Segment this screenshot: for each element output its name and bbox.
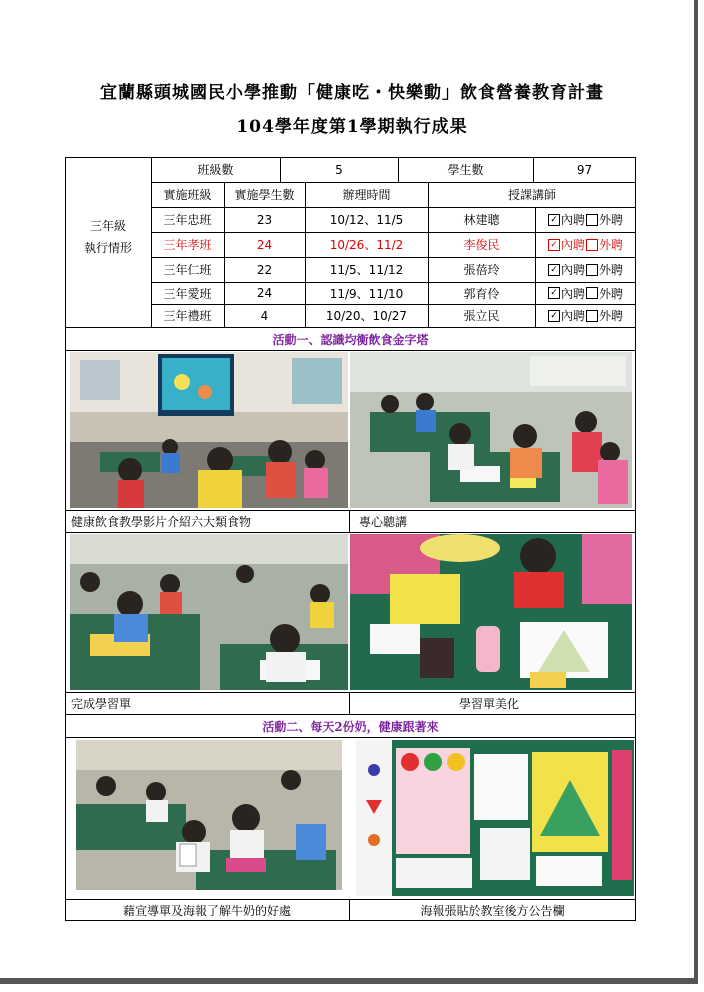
internal-label: 內聘 <box>560 213 585 227</box>
row-students: 22 <box>256 262 273 277</box>
row-time: 10/12、11/5 <box>329 213 404 227</box>
row-teacher: 李俊民 <box>463 238 500 252</box>
photo-worksheet-decorating <box>350 534 632 690</box>
header-students: 實施學生數 <box>234 188 295 202</box>
class-count-value: 5 <box>335 162 343 177</box>
row-hire-type <box>535 304 636 327</box>
student-count-value: 97 <box>576 162 593 177</box>
class-count-label: 班級數 <box>197 163 234 177</box>
internal-label: 內聘 <box>560 286 585 301</box>
caption-worksheet: 完成學習單 <box>71 696 132 711</box>
row-students: 23 <box>256 212 273 227</box>
row-students: 24 <box>256 237 273 252</box>
internal-label: 內聘 <box>560 309 585 323</box>
checked-box-icon[interactable]: ✓ <box>548 287 560 299</box>
row-teacher: 郭育伶 <box>463 286 500 301</box>
caption-milk-flyer: 藉宣導單及海報了解牛奶的好處 <box>122 903 291 918</box>
external-label: 外聘 <box>599 286 624 301</box>
row-students: 24 <box>256 286 273 300</box>
checked-box-icon[interactable]: ✓ <box>548 310 560 322</box>
internal-label: 內聘 <box>560 263 585 277</box>
empty-box-icon[interactable] <box>586 264 598 276</box>
caption-poster-board: 海報張貼於教室後方公告欄 <box>420 903 565 918</box>
activity2-title: 活動二、每天2份奶，健康跟著來 <box>262 719 439 734</box>
photo-worksheet <box>70 534 348 690</box>
header-class: 實施班級 <box>163 188 212 202</box>
empty-box-icon[interactable] <box>586 239 598 251</box>
external-label: 外聘 <box>599 263 624 277</box>
row-class: 三年愛班 <box>163 286 212 301</box>
row-hire-type <box>535 282 636 304</box>
photo-milk-flyer <box>76 740 342 890</box>
row-class: 三年忠班 <box>163 213 212 227</box>
checked-box-icon[interactable]: ✓ <box>548 239 560 251</box>
grade-label-line2: 執行情形 <box>83 241 132 255</box>
grade-label <box>65 207 151 267</box>
row-time: 11/9、11/10 <box>329 286 404 301</box>
photo-poster-board <box>356 740 634 896</box>
caption-video: 健康飲食教學影片介紹六大類食物 <box>71 514 252 529</box>
header-teacher: 授課講師 <box>507 188 556 202</box>
grade-label-line1: 三年級 <box>89 219 126 233</box>
empty-box-icon[interactable] <box>586 287 598 299</box>
row-time: 10/26、11/2 <box>329 238 404 252</box>
header-time: 辦理時間 <box>342 188 391 202</box>
row-class: 三年孝班 <box>163 238 212 252</box>
external-label: 外聘 <box>599 309 624 323</box>
empty-box-icon[interactable] <box>586 214 598 226</box>
row-teacher: 林建聰 <box>463 213 500 227</box>
row-time: 10/20、10/27 <box>325 309 408 323</box>
row-teacher: 張立民 <box>463 309 500 323</box>
row-hire-type <box>535 207 636 232</box>
row-students: 4 <box>260 308 269 323</box>
caption-listening: 專心聽講 <box>359 514 408 529</box>
activity1-title: 活動一、認識均衡飲食金字塔 <box>272 332 429 347</box>
row-class: 三年禮班 <box>163 309 212 323</box>
photo-listening <box>350 352 632 508</box>
row-class: 三年仁班 <box>163 263 212 277</box>
external-label: 外聘 <box>599 213 624 227</box>
empty-box-icon[interactable] <box>586 310 598 322</box>
internal-label: 內聘 <box>560 238 585 252</box>
document-title: 宜蘭縣頭城國民小學推動「健康吃・快樂動」飲食營養教育計畫 <box>100 83 604 103</box>
row-teacher: 張蓓玲 <box>463 263 500 277</box>
external-label: 外聘 <box>599 238 624 252</box>
checked-box-icon[interactable]: ✓ <box>548 214 560 226</box>
row-time: 11/5、11/12 <box>329 263 404 277</box>
student-count-label: 學生數 <box>447 163 484 177</box>
row-hire-type <box>535 257 636 282</box>
photo-classroom-video <box>70 352 348 508</box>
caption-decorating: 學習單美化 <box>459 696 520 711</box>
document-subtitle: 104學年度第1學期執行成果 <box>236 117 468 137</box>
checked-box-icon[interactable]: ✓ <box>548 264 560 276</box>
row-hire-type <box>535 232 636 257</box>
